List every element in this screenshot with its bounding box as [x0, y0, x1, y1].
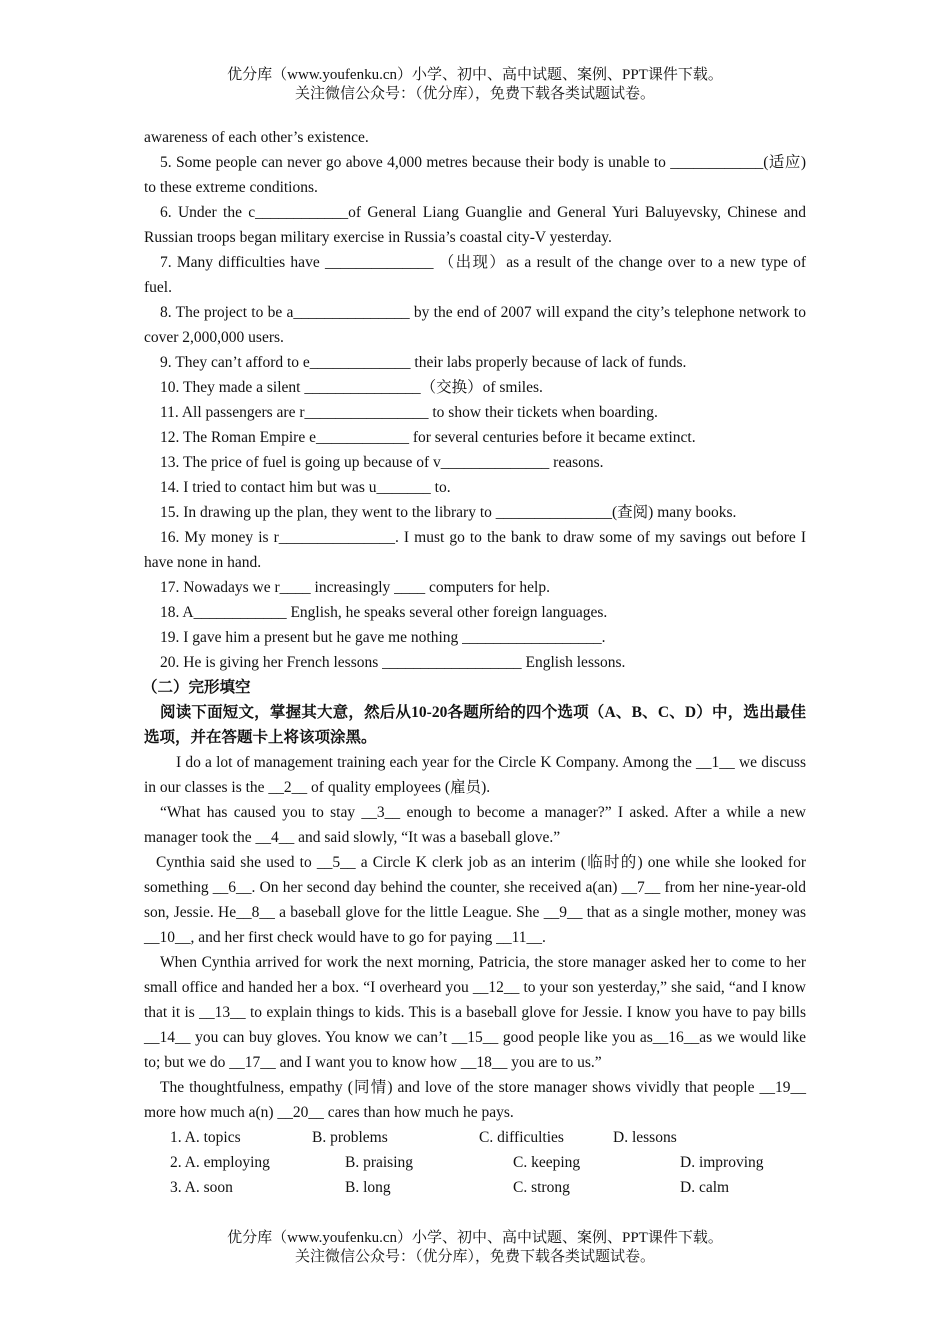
- question-12: 12. The Roman Empire e____________ for several centuries before it became extinct.: [160, 429, 696, 446]
- question-19: 19. I gave him a present but he gave me nothing __________________.: [160, 629, 606, 646]
- cloze-paragraph-5: The thoughtfulness, empathy (同情) and love of the store manager shows vividly that people __19__ more how much a(n) __20__ cares than how much he pays.: [144, 1079, 806, 1121]
- option-2-d: D. improving: [680, 1154, 764, 1171]
- header-line-2: 关注微信公众号：（优分库），免费下载各类试题试卷。: [294, 86, 655, 102]
- option-2-b: B. praising: [345, 1154, 414, 1171]
- option-3-c: C. strong: [513, 1179, 570, 1196]
- footer-line-1: 优分库（www.youfenku.cn）小学、初中、高中试题、案例、PPT课件下载。: [227, 1230, 723, 1246]
- option-3-a: 3. A. soon: [170, 1179, 233, 1196]
- header-line-1: 优分库（www.youfenku.cn）小学、初中、高中试题、案例、PPT课件下载。: [227, 67, 723, 83]
- option-row-3: [144, 1175, 806, 1200]
- cloze-paragraph-2: “What has caused you to stay __3__ enough to become a manager?” I asked. After a while a new manager took the __4__ and said slowly, “It was a baseball glove.”: [144, 804, 806, 846]
- option-1-b: B. problems: [312, 1129, 388, 1146]
- option-1-c: C. difficulties: [479, 1129, 564, 1146]
- question-14: 14. I tried to contact him but was u_______ to.: [160, 479, 451, 496]
- question-20: 20. He is giving her French lessons __________________ English lessons.: [160, 654, 626, 671]
- option-2-c: C. keeping: [513, 1154, 581, 1171]
- question-18: 18. A____________ English, he speaks several other foreign languages.: [160, 604, 608, 621]
- cloze-paragraph-3: Cynthia said she used to __5__ a Circle K clerk job as an interim (临时的) one while she looked for something __6__. On her second day behind the counter, she received a(an) __7__ from her nine-year-old son, Jessie. He__8__ a baseball glove for the little League. She __9__ that as a single mother, money was __10__, and her first check would have to go for paying __11__.: [144, 854, 806, 946]
- option-row-2: [144, 1150, 806, 1175]
- page-header: [0, 66, 950, 104]
- question-17: 17. Nowadays we r____ increasingly ____ computers for help.: [160, 579, 550, 596]
- question-15: 15. In drawing up the plan, they went to the library to _______________(查阅) many books.: [160, 504, 737, 521]
- question-9: 9. They can’t afford to e_____________ their labs properly because of lack of funds.: [160, 354, 687, 371]
- page-body: [144, 125, 806, 1200]
- option-3-b: B. long: [345, 1179, 391, 1196]
- option-1-d: D. lessons: [613, 1129, 677, 1146]
- question-7: 7. Many difficulties have ______________ （出现）as a result of the change over to a new type of fuel.: [144, 254, 806, 296]
- cloze-instruction: 阅读下面短文，掌握其大意，然后从10-20各题所给的四个选项（A、B、C、D）中，选出最佳选项，并在答题卡上将该项涂黑。: [144, 704, 806, 746]
- question-11: 11. All passengers are r________________ to show their tickets when boarding.: [160, 404, 658, 421]
- options-list: [144, 1125, 806, 1200]
- question-5: 5. Some people can never go above 4,000 metres because their body is unable to ____________(适应) to these extreme conditions.: [144, 154, 806, 196]
- question-6: 6. Under the c____________of General Liang Guanglie and General Yuri Baluyevsky, Chinese and Russian troops began military exercise in Russia’s coastal city-V yesterday.: [144, 204, 806, 246]
- option-1-a: 1. A. topics: [170, 1129, 241, 1146]
- page-footer: [0, 1229, 950, 1267]
- section-heading: （二）完形填空: [142, 679, 251, 696]
- question-13: 13. The price of fuel is going up because of v______________ reasons.: [160, 454, 604, 471]
- continued-sentence: awareness of each other’s existence.: [144, 129, 369, 146]
- question-8: 8. The project to be a_______________ by the end of 2007 will expand the city’s telephone network to cover 2,000,000 users.: [144, 304, 806, 346]
- cloze-paragraph-1: I do a lot of management training each year for the Circle K Company. Among the __1__ we discuss in our classes is the __2__ of quality employees (雇员).: [144, 754, 806, 796]
- option-2-a: 2. A. employing: [170, 1154, 270, 1171]
- option-3-d: D. calm: [680, 1179, 730, 1196]
- question-16: 16. My money is r_______________. I must go to the bank to draw some of my savings out before I have none in hand.: [144, 529, 806, 571]
- footer-line-2: 关注微信公众号：（优分库），免费下载各类试题试卷。: [294, 1249, 655, 1265]
- cloze-paragraph-4: When Cynthia arrived for work the next morning, Patricia, the store manager asked her to come to her small office and handed her a box. “I overheard you __12__ to your son yesterday,” she said, “and I know that it is __13__ to explain things to kids. This is a baseball glove for Jessie. I know you have to pay bills __14__ you can buy gloves. You know we can’t __15__ good people like you as__16__as we would like to; but we do __17__ and I want you to know how __18__ you are to us.”: [144, 954, 806, 1071]
- option-row-1: [144, 1125, 806, 1150]
- question-10: 10. They made a silent _______________（交换）of smiles.: [160, 379, 543, 396]
